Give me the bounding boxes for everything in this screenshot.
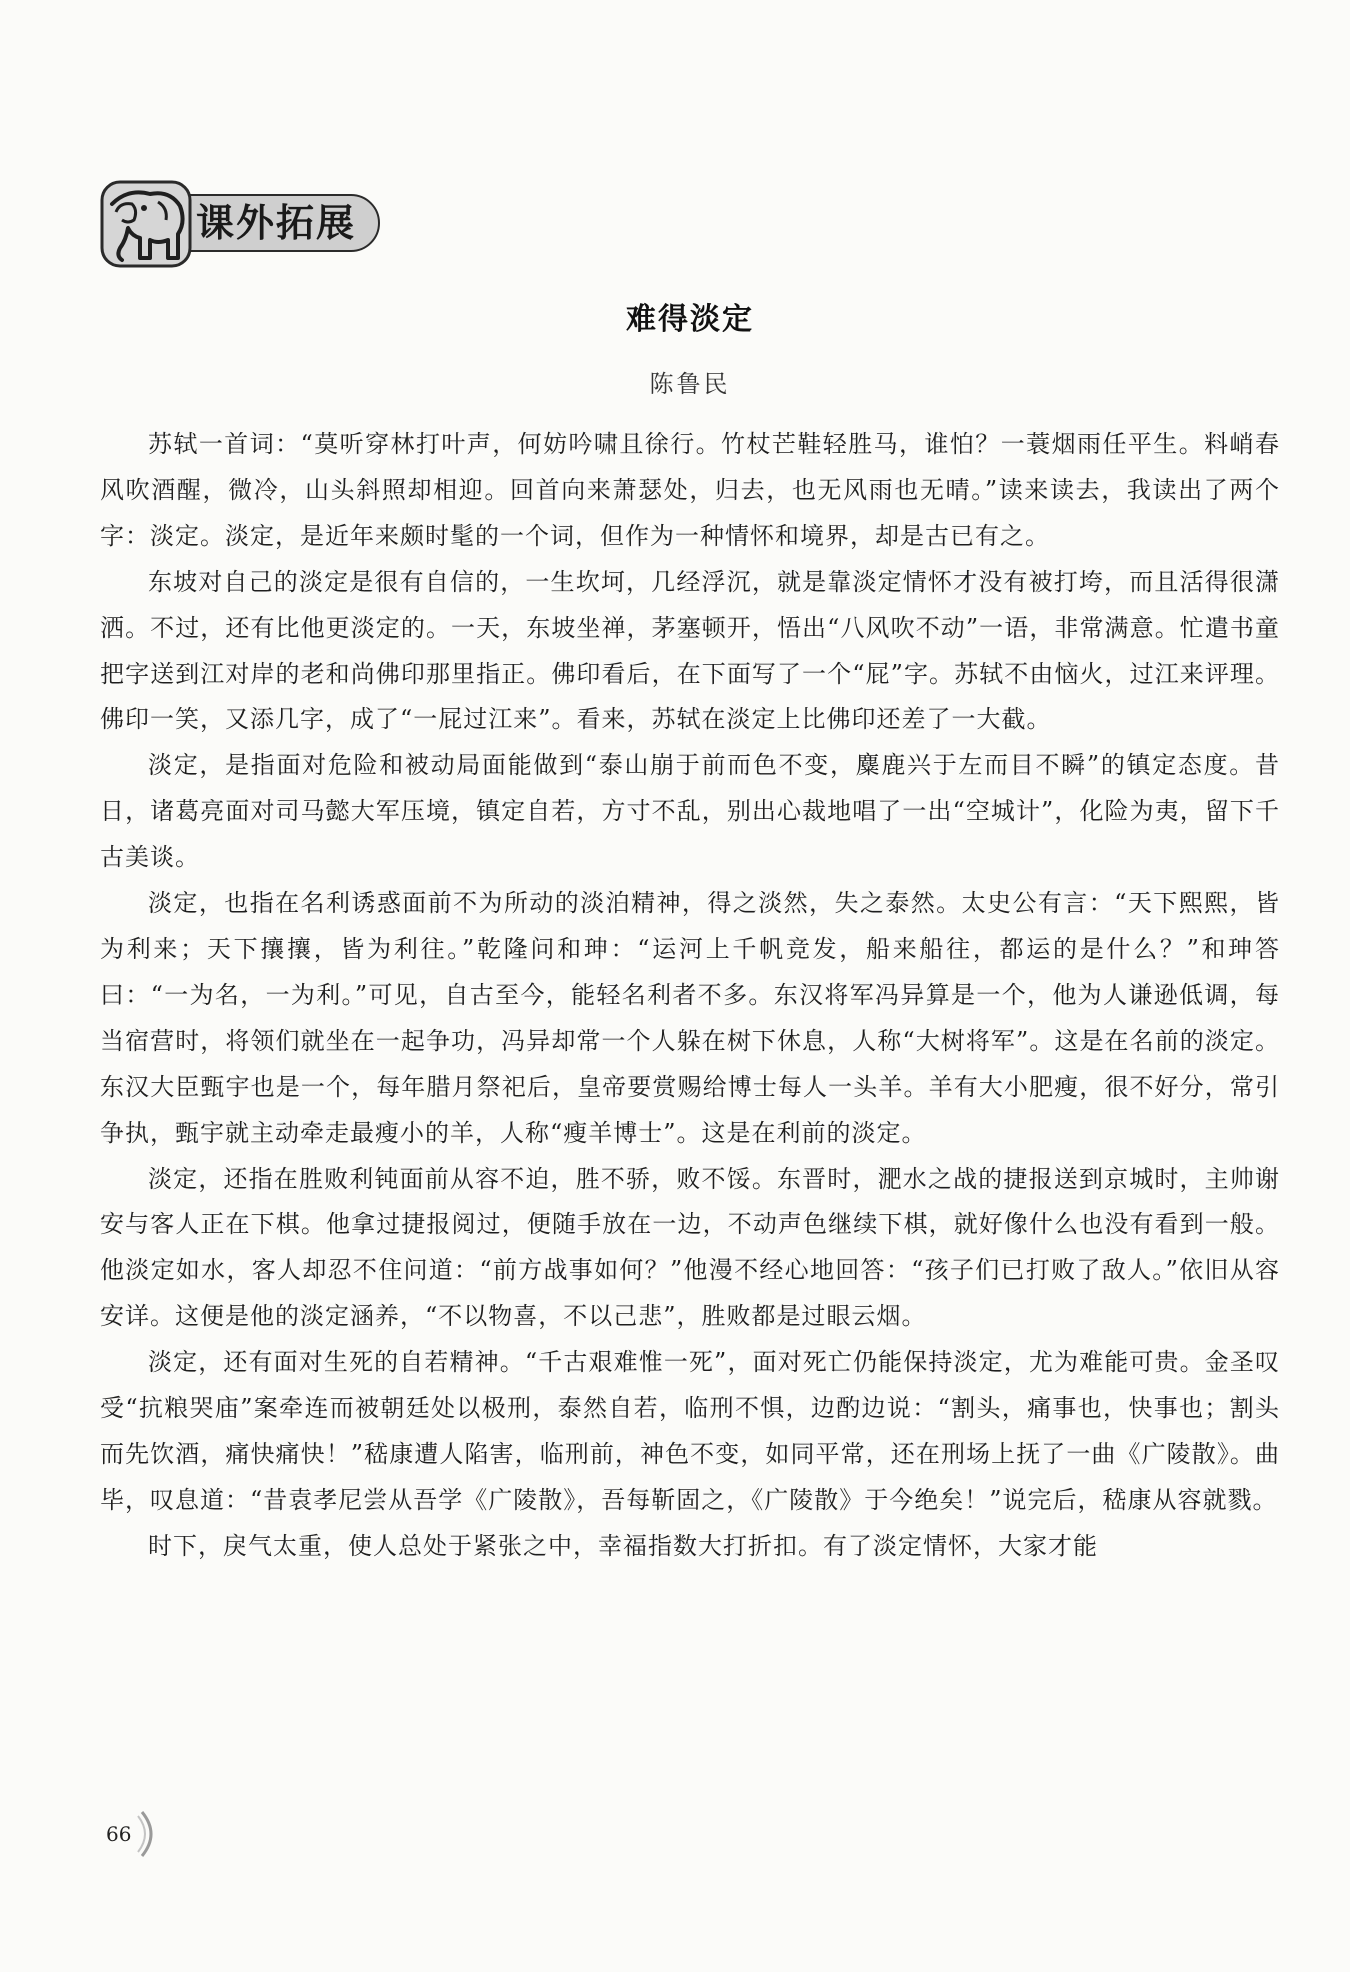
article-title: 难得淡定 [626,302,754,337]
article-body [100,422,1280,1570]
paragraph: 淡定，也指在名利诱惑面前不为所动的淡泊精神，得之淡然，失之泰然。太史公有言：“天下熙熙，皆为利来；天下攘攘，皆为利往。”乾隆问和珅：“运河上千帆竞发，船来船往，都运的是什么？”和珅答曰：“一为名，一为利。”可见，自古至今，能轻名利者不多。东汉将军冯异算是一个，他为人谦逊低调，每当宿营时，将领们就坐在一起争功，冯异却常一个人躲在树下休息，人称“大树将军”。这是在名前的淡定。东汉大臣甄宇也是一个，每年腊月祭祀后，皇帝要赏赐给博士每人一头羊。羊有大小肥瘦，很不好分，常引争执，甄宇就主动牵走最瘦小的羊，人称“瘦羊博士”。这是在利前的淡定。 [100,889,1280,1147]
paragraph: 时下，戾气太重，使人总处于紧张之中，幸福指数大打折扣。有了淡定情怀，大家才能 [148,1531,1098,1560]
section-header-label: 课外拓展 [196,201,357,245]
section-header [98,178,383,268]
elephant-emblem-icon [98,178,196,270]
paragraph: 苏轼一首词：“莫听穿林打叶声，何妨吟啸且徐行。竹杖芒鞋轻胜马，谁怕？一蓑烟雨任平生。料峭春风吹酒醒，微冷，山头斜照却相迎。回首向来萧瑟处，归去，也无风雨也无晴。”读来读去，我读出了两个字：淡定。淡定，是近年来颇时髦的一个词，但作为一种情怀和境界，却是古已有之。 [100,430,1280,550]
article-author: 陈鲁民 [649,370,731,398]
paragraph: 淡定，还有面对生死的自若精神。“千古艰难惟一死”，面对死亡仍能保持淡定，尤为难能可贵。金圣叹受“抗粮哭庙”案牵连而被朝廷处以极刑，泰然自若，临刑不惧，边酌边说：“割头，痛事也，快事也；割头而先饮酒，痛快痛快！”嵇康遭人陷害，临刑前，神色不变，如同平常，还在刑场上抚了一曲《广陵散》。曲毕，叹息道：“昔袁孝尼尝从吾学《广陵散》，吾每靳固之，《广陵散》于今绝矣！”说完后，嵇康从容就戮。 [100,1348,1280,1514]
paragraph: 东坡对自己的淡定是很有自信的，一生坎坷，几经浮沉，就是靠淡定情怀才没有被打垮，而且活得很潇洒。不过，还有比他更淡定的。一天，东坡坐禅，茅塞顿开，悟出“八风吹不动”一语，非常满意。忙遣书童把字送到江对岸的老和尚佛印那里指正。佛印看后，在下面写了一个“屁”字。苏轼不由恼火，过江来评理。佛印一笑，又添几字，成了“一屁过江来”。看来，苏轼在淡定上比佛印还差了一大截。 [100,567,1280,734]
page-number: 66 [106,1822,132,1846]
paragraph: 淡定，是指面对危险和被动局面能做到“泰山崩于前而色不变，麋鹿兴于左而目不瞬”的镇定态度。昔日，诸葛亮面对司马懿大军压境，镇定自若，方寸不乱，别出心裁地唱了一出“空城计”，化险为夷，留下千古美谈。 [100,751,1280,872]
paragraph: 淡定，还指在胜败利钝面前从容不迫，胜不骄，败不馁。东晋时，淝水之战的捷报送到京城时，主帅谢安与客人正在下棋。他拿过捷报阅过，便随手放在一边，不动声色继续下棋，就好像什么也没有看到一般。他淡定如水，客人却忍不住问道：“前方战事如何？”他漫不经心地回答：“孩子们已打败了敌人。”依旧从容安详。这便是他的淡定涵养，“不以物喜，不以己悲”，胜败都是过眼云烟。 [100,1164,1280,1331]
